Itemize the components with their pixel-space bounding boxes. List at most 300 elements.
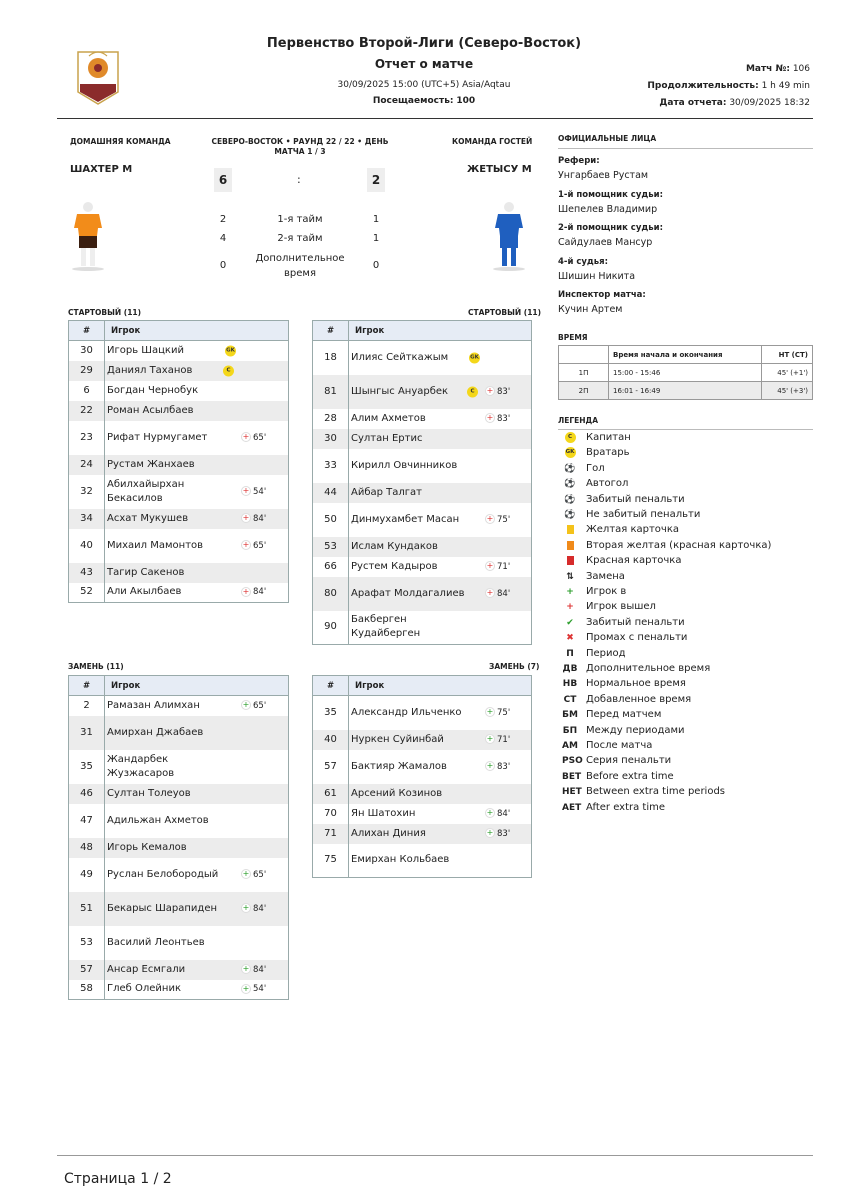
player-name: Алихан Диния [351, 827, 426, 839]
official-role: Рефери: [558, 156, 600, 166]
sub-minute: 83' [497, 761, 511, 772]
player-name: Руслан Белобородый [107, 868, 219, 880]
player-name: Асхат Мукушев [107, 512, 189, 524]
table-row [69, 960, 289, 980]
home-team-name: ШАХТЕР М [70, 164, 133, 175]
official-name: Унгарбаев Рустам [558, 170, 649, 181]
table-row [69, 583, 289, 603]
legend-label: Before extra time [586, 770, 674, 782]
legend-symbol-icon: BET [562, 771, 582, 782]
table-row [69, 716, 289, 750]
player-number: 31 [69, 716, 105, 750]
legend-symbol-icon: БМ [562, 710, 578, 721]
legend-label: Капитан [586, 432, 631, 443]
table-row [69, 401, 289, 421]
legend-item [562, 646, 626, 661]
legend-symbol-icon: АМ [562, 741, 578, 751]
legend-symbol-icon: GK [562, 446, 578, 461]
table-row [313, 824, 532, 844]
table-row [313, 696, 532, 730]
table-row [69, 980, 289, 1000]
sub-minute: 84' [253, 513, 267, 524]
legend-symbol-icon: C [562, 431, 578, 446]
legend-symbol-icon: ⚽ [564, 463, 576, 474]
player-name: Абилхайырхан Бекасилов [107, 478, 185, 504]
player-name: Бактияр Жамалов [351, 760, 447, 772]
time-col-period: Время начала и окончания [609, 346, 762, 364]
legend-item [562, 507, 700, 522]
legend-item [562, 445, 630, 460]
table-row [69, 455, 289, 475]
away-team-label: КОМАНДА ГОСТЕЙ [452, 137, 533, 146]
player-number: 70 [313, 804, 349, 824]
player-number: 30 [69, 341, 105, 361]
player-number: 2 [69, 696, 105, 716]
player-number: 53 [313, 537, 349, 557]
player-number: 18 [313, 341, 349, 375]
player-name: Адильжан Ахметов [107, 814, 209, 826]
player-name: Султан Ертис [351, 432, 423, 444]
table-row [313, 409, 532, 429]
col-player: Игрок [105, 676, 289, 696]
home-team-label: ДОМАШНЯЯ КОМАНДА [70, 137, 171, 146]
captain-icon: C [223, 365, 234, 376]
legend-label: Перед матчем [586, 709, 662, 721]
official-role: 1-й помощник судьи: [558, 190, 663, 200]
sub-out-icon: + 65' [242, 540, 267, 551]
legend-item [562, 615, 685, 630]
official-name: Шишин Никита [558, 271, 636, 282]
sub-minute: 84' [253, 587, 267, 598]
sub-out-icon: + 54' [242, 486, 267, 497]
sub-minute: 71' [497, 734, 511, 745]
table-row [69, 892, 289, 926]
player-number: 34 [69, 509, 105, 529]
legend-item [562, 753, 671, 768]
table-row [69, 475, 289, 509]
player-name: Емирхан Кольбаев [351, 854, 450, 866]
legend-symbol-icon: НВ [562, 679, 578, 690]
official-role: 2-й помощник судьи: [558, 223, 663, 233]
legend-label: После матча [586, 740, 653, 751]
official-role: 4-й судья: [558, 257, 609, 267]
player-name: Василий Леонтьев [107, 936, 205, 948]
legend-label: Between extra time periods [586, 786, 726, 798]
player-name: Роман Асылбаев [107, 404, 194, 416]
home-kit-icon [68, 202, 108, 272]
legend-label: Замена [586, 570, 625, 582]
legend-label: Автогол [586, 478, 629, 490]
report-title: Первенство Второй-Лиги (Северо-Восток) [266, 36, 582, 51]
player-number: 35 [69, 750, 105, 784]
home-start-table [68, 320, 289, 603]
legend-item [562, 630, 687, 645]
legend-title: ЛЕГЕНДА [558, 416, 813, 430]
legend-label: Гол [586, 462, 605, 474]
player-number: 50 [313, 503, 349, 537]
table-row [313, 750, 532, 784]
table-row [69, 858, 289, 892]
legend-label: Забитый пенальти [586, 616, 685, 628]
player-number: 24 [69, 455, 105, 475]
player-number: 80 [313, 577, 349, 611]
player-name: Александр Ильченко [351, 706, 462, 718]
table-row [313, 557, 532, 577]
sub-out-icon: + 83' [486, 413, 511, 424]
player-name: Тагир Сакенов [107, 566, 185, 578]
sub-in-icon: + 83' [486, 828, 511, 839]
legend-symbol-icon: П [566, 648, 574, 659]
legend-symbol-icon: + [566, 587, 574, 597]
sub-minute: 84' [253, 964, 267, 975]
legend-label: Не забитый пенальти [586, 509, 701, 520]
sub-minute: 84' [497, 808, 511, 819]
sub-out-icon: + 84' [242, 586, 267, 598]
sub-minute: 83' [497, 386, 511, 397]
table-row [69, 804, 289, 838]
legend-item [562, 569, 625, 584]
legend-item [562, 661, 710, 676]
col-player: Игрок [349, 676, 532, 696]
table-row [313, 577, 532, 611]
player-name: Ансар Есмгали [107, 963, 186, 975]
sub-in-icon: + 75' [486, 707, 511, 718]
player-number: 33 [313, 449, 349, 483]
table-row [69, 421, 289, 455]
home-score: 6 [214, 168, 232, 192]
legend-label: Игрок в [586, 586, 627, 597]
official-role: Инспектор матча: [558, 290, 646, 300]
player-name: Динмухамбет Масан [351, 513, 460, 525]
sub-out-icon: + 71' [486, 561, 511, 572]
attendance: Посещаемость: 100 [372, 96, 476, 106]
score-separator: : [297, 173, 301, 186]
official-name: Шепелев Владимир [558, 204, 658, 215]
sub-minute: 75' [497, 707, 511, 718]
legend-symbol-icon: ✔ [566, 617, 574, 628]
player-name: Шынгыс Ануарбек [351, 385, 449, 397]
player-number: 48 [69, 838, 105, 858]
player-number: 23 [69, 421, 105, 455]
sub-minute: 83' [497, 828, 511, 839]
sub-in-icon: + 84' [242, 903, 267, 914]
legend-item [562, 769, 674, 784]
officials-title: ОФИЦИАЛЬНЫЕ ЛИЦА [558, 134, 813, 149]
table-row [69, 341, 289, 361]
col-number: # [69, 321, 105, 341]
legend-label: Между периодами [586, 724, 685, 736]
away-team-name: ЖЕТЫСУ М [467, 164, 532, 175]
table-row [69, 838, 289, 858]
legend-label: Игрок вышел [586, 601, 656, 613]
player-name: Амирхан Джабаев [107, 726, 204, 738]
player-number: 58 [69, 980, 105, 1000]
sub-out-icon: + 75' [486, 514, 511, 525]
player-number: 43 [69, 563, 105, 583]
player-name: Богдан Чернобук [107, 384, 199, 396]
table-row [69, 381, 289, 401]
player-name: Ян Шатохин [351, 807, 416, 819]
legend-label: Вторая желтая (красная карточка) [586, 539, 772, 551]
player-number: 22 [69, 401, 105, 421]
player-name: Рамазан Алимхан [107, 699, 200, 711]
time-title: ВРЕМЯ [558, 333, 588, 342]
away-sub-label: ЗАМЕНЬ (7) [489, 662, 540, 671]
legend-label: After extra time [586, 801, 666, 813]
legend-item [562, 738, 652, 753]
captain-icon: C [467, 386, 478, 397]
half1-label: 1-я тайм [277, 214, 323, 225]
table-row [69, 529, 289, 563]
player-name: Кирилл Овчинников [351, 459, 458, 471]
sub-minute: 65' [253, 869, 267, 880]
player-number: 30 [313, 429, 349, 449]
sub-minute: 65' [253, 540, 267, 551]
table-row: 2П 16:01 - 16:49 45' (+3') [559, 382, 813, 400]
table-row [69, 361, 289, 381]
legend-label: Серия пенальти [586, 755, 672, 767]
player-number: 35 [313, 696, 349, 730]
away-kit-icon [489, 202, 529, 272]
table-row [69, 784, 289, 804]
legend-label: Забитый пенальти [586, 493, 685, 505]
player-number: 90 [313, 611, 349, 645]
legend-item [562, 784, 725, 799]
home-half1: 2 [219, 214, 227, 225]
sub-minute: 54' [253, 486, 267, 497]
legend-label: Красная карточка [586, 555, 682, 567]
legend-symbol-icon: ДВ [562, 664, 578, 674]
legend-item [562, 553, 681, 568]
player-number: 75 [313, 844, 349, 878]
legend-label: Добавленное время [586, 693, 692, 705]
official-name: Сайдулаев Мансур [558, 237, 653, 248]
report-subtitle: Отчет о матче [374, 57, 474, 71]
player-name: Нуркен Суйинбай [351, 733, 444, 745]
away-start-table [312, 320, 532, 645]
legend-symbol-icon: + [566, 602, 574, 613]
legend-symbol-icon: ⚽ [564, 494, 576, 505]
table-row [313, 449, 532, 483]
match-datetime: 30/09/2025 15:00 (UTC+5) Asia/Aqtau [337, 80, 511, 90]
table-row [313, 611, 532, 645]
table-row [69, 509, 289, 529]
legend-item [562, 676, 686, 691]
player-name: Бакберген Кудайберген [351, 614, 421, 640]
player-number: 61 [313, 784, 349, 804]
col-player: Игрок [349, 321, 532, 341]
sub-minute: 75' [497, 514, 511, 525]
away-start-label: СТАРТОВЫЙ (11) [468, 308, 542, 317]
player-name: Султан Толеуов [107, 787, 191, 799]
player-number: 53 [69, 926, 105, 960]
player-number: 32 [69, 475, 105, 509]
player-name: Жандарбек Жузжасаров [107, 753, 175, 779]
sub-minute: 65' [253, 700, 267, 711]
sub-in-icon: + 65' [242, 869, 267, 880]
player-number: 57 [313, 750, 349, 784]
away-extra: 0 [372, 260, 380, 271]
legend-symbol-icon: HET [562, 787, 582, 798]
sub-out-icon: + 84' [242, 513, 267, 524]
away-half2: 1 [372, 233, 380, 244]
sub-in-icon: + 84' [486, 808, 511, 819]
legend-symbol-icon: ⇅ [566, 571, 574, 582]
table-row [69, 696, 289, 716]
col-number: # [313, 321, 349, 341]
player-number: 28 [313, 409, 349, 429]
player-number: 52 [69, 583, 105, 603]
player-number: 49 [69, 858, 105, 892]
sub-minute: 54' [253, 984, 267, 995]
legend-item [562, 707, 661, 722]
player-number: 40 [69, 529, 105, 563]
table-row [69, 750, 289, 784]
legend-item [562, 584, 626, 599]
table-row [313, 503, 532, 537]
sub-out-icon: + 65' [242, 432, 267, 443]
table-row [313, 483, 532, 503]
legend-symbol-icon: СТ [563, 694, 577, 705]
legend-label: Желтая карточка [586, 524, 679, 536]
player-number: 29 [69, 361, 105, 381]
player-name: Игорь Кемалов [107, 841, 187, 853]
player-name: Бекарыс Шарапиден [107, 902, 218, 914]
legend-symbol-icon [562, 539, 578, 554]
table-row [313, 341, 532, 375]
player-name: Рифат Нурмугамет [107, 431, 208, 443]
sub-in-icon: + 84' [242, 964, 267, 975]
player-number: 66 [313, 557, 349, 577]
player-name: Арафат Молдагалиев [351, 587, 465, 599]
player-name: Ислам Кундаков [351, 540, 438, 552]
player-name: Рустам Жанхаев [107, 458, 195, 470]
away-score: 2 [367, 168, 385, 192]
legend-item [562, 599, 656, 614]
match-number: Матч №: 106 [745, 64, 810, 74]
player-name: Алим Ахметов [351, 412, 426, 424]
sub-minute: 71' [497, 561, 511, 572]
table-row [313, 730, 532, 750]
col-number: # [69, 676, 105, 696]
time-col-ht: НТ (СТ) [761, 346, 812, 364]
away-subs-table [312, 675, 532, 878]
player-number: 47 [69, 804, 105, 838]
sub-in-icon: + 71' [486, 734, 511, 745]
extra-label: Дополнительное время [255, 253, 345, 279]
goalkeeper-icon: GK [225, 345, 236, 356]
player-number: 57 [69, 960, 105, 980]
sub-minute: 84' [497, 588, 511, 599]
sub-out-icon: + 83' [486, 386, 511, 397]
legend-label: Промах с пенальти [586, 632, 688, 644]
player-name: Арсений Козинов [351, 787, 443, 799]
legend-item [562, 492, 685, 507]
player-name: Рустем Кадыров [351, 560, 438, 572]
sub-in-icon: + 65' [242, 700, 267, 711]
legend-item [562, 723, 685, 738]
legend-item [562, 461, 605, 476]
footer-divider [57, 1155, 813, 1156]
col-number: # [313, 676, 349, 696]
legend-label: Дополнительное время [586, 663, 711, 674]
legend-item [562, 522, 679, 537]
player-number: 44 [313, 483, 349, 503]
legend-symbol-icon: ✖ [566, 633, 574, 644]
legend-symbol-icon: AET [562, 802, 582, 813]
legend-symbol-icon: PSO [562, 756, 583, 767]
sub-minute: 65' [253, 432, 267, 443]
home-extra: 0 [219, 260, 227, 271]
col-player: Игрок [105, 321, 289, 341]
player-number: 81 [313, 375, 349, 409]
home-subs-table [68, 675, 289, 1000]
legend-item [562, 538, 771, 553]
player-name: Игорь Шацкий [107, 344, 184, 356]
player-number: 6 [69, 381, 105, 401]
player-name: Илияс Сейткажым [351, 351, 449, 363]
legend-item [562, 692, 691, 707]
legend-symbol-icon [562, 523, 578, 538]
player-name: Даниял Таханов [107, 364, 193, 376]
player-name: Айбар Талгат [351, 486, 422, 498]
legend-symbol-icon: ⚽ [564, 479, 576, 490]
player-number: 40 [313, 730, 349, 750]
legend-label: Вратарь [586, 447, 630, 459]
table-row [313, 429, 532, 449]
player-name: Михаил Мамонтов [107, 539, 204, 551]
legend-symbol-icon: ⚽ [564, 510, 576, 520]
player-number: 46 [69, 784, 105, 804]
table-row [313, 844, 532, 878]
legend-symbol-icon [562, 554, 578, 569]
round-info: СЕВЕРО-ВОСТОК • РАУНД 22 / 22 • ДЕНЬ МАТЧА 1 / 3 [211, 137, 389, 156]
legend-label: Период [586, 647, 626, 659]
player-number: 51 [69, 892, 105, 926]
sub-in-icon: + 83' [486, 761, 511, 772]
table-row [313, 784, 532, 804]
table-row [313, 537, 532, 557]
legend-symbol-icon: БП [562, 725, 578, 736]
legend-label: Нормальное время [586, 678, 686, 690]
home-sub-label: ЗАМЕНЬ (11) [68, 662, 124, 671]
legend-item [562, 476, 628, 491]
table-row [313, 375, 532, 409]
player-name: Глеб Олейник [107, 983, 181, 995]
sub-minute: 83' [497, 413, 511, 424]
page-number: Страница 1 / 2 [64, 1171, 172, 1187]
match-duration: Продолжительность: 1 h 49 min [647, 81, 810, 91]
table-row: 1П 15:00 - 15:46 45' (+1') [559, 364, 813, 382]
sub-minute: 84' [253, 903, 267, 914]
half2-label: 2-я тайм [277, 233, 323, 244]
report-date: Дата отчета: 30/09/2025 18:32 [659, 98, 810, 108]
player-number: 71 [313, 824, 349, 844]
sub-in-icon: + 54' [242, 983, 267, 995]
away-half1: 1 [372, 214, 380, 225]
home-half2: 4 [219, 233, 227, 244]
time-table [558, 345, 813, 400]
header-divider [57, 118, 813, 119]
goalkeeper-icon: GK [469, 352, 480, 363]
table-row [69, 926, 289, 960]
official-name: Кучин Артем [558, 304, 623, 315]
legend-item [562, 800, 665, 815]
legend-item [562, 430, 631, 445]
home-start-label: СТАРТОВЫЙ (11) [68, 308, 142, 317]
player-name: Али Акылбаев [107, 586, 182, 598]
table-row [69, 563, 289, 583]
